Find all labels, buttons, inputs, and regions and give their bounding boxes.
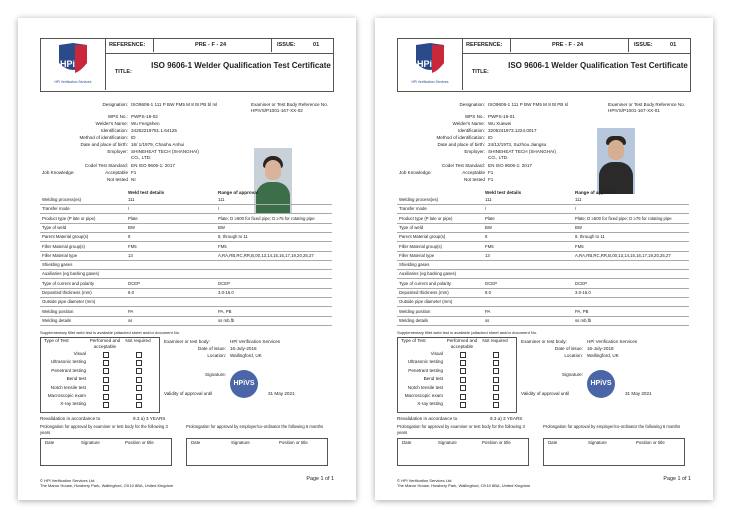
details-cell-range: ss mb,fb (575, 317, 592, 323)
svg-text:HPi: HPi (417, 59, 433, 69)
details-cell-range: BW (575, 224, 582, 230)
details-row-divider (40, 325, 332, 326)
details-cell-test: 111 (485, 197, 492, 202)
details-row-divider (397, 260, 689, 261)
revalidation-value: 9.3 a) 3 YEARS (133, 416, 166, 421)
acceptable-label: Acceptable (105, 170, 128, 175)
issue-value: 01 (313, 42, 320, 48)
details-cell-label: Filler Material type (399, 252, 435, 258)
details-row-divider (40, 232, 332, 233)
welder-name-label: Welder's Name: (452, 121, 485, 126)
examiner-body-value: HPi Verification Services (230, 339, 281, 344)
designation-value: ISO9606-1 111 P BW FM5 M 8 t8 PB sl (488, 102, 568, 107)
details-cell-test: Plate (485, 215, 495, 221)
details-cell-test: PA (485, 308, 491, 314)
details-row-divider (397, 288, 689, 289)
reference-label: REFERENCE: (109, 42, 146, 48)
revalidation-label: Revalidation in accordance to (397, 416, 458, 421)
sig-col-date: Date (45, 440, 55, 445)
details-cell-label: Welding process(es) (399, 197, 439, 202)
details-cell-test: 8 (485, 234, 488, 240)
not-required-checkbox[interactable] (493, 360, 499, 366)
details-row-divider (40, 204, 332, 205)
details-row-divider (397, 251, 689, 252)
not-required-checkbox[interactable] (136, 368, 142, 374)
title-row (462, 53, 690, 91)
details-row-divider (40, 251, 332, 252)
examiner-ref-label: Examiner or Test Body Reference No. (251, 102, 329, 107)
sig-col-signature: Signature (81, 440, 100, 445)
details-cell-label: Product type (P late or pipe) (399, 215, 453, 221)
title-label: TITLE: (115, 69, 132, 75)
tests-header-type: Type of Test (401, 338, 426, 343)
details-cell-test: DCEP (128, 280, 140, 286)
performed-checkbox[interactable] (460, 368, 466, 374)
details-cell-label: Welding process(es) (42, 197, 82, 202)
header-row (105, 39, 333, 54)
reference-label: REFERENCE: (466, 42, 503, 48)
job-knowledge-label: Job Knowledge: (42, 170, 75, 175)
test-type-label: X-ray testing (417, 401, 443, 407)
footer-company: © HPi Verification Services Ltd. (40, 478, 96, 483)
not-required-checkbox[interactable] (493, 394, 499, 400)
performed-checkbox[interactable] (103, 377, 109, 383)
welder-name-value: Wu Fengshen (131, 121, 160, 126)
details-cell-label: Outside pipe diameter (mm) (399, 299, 453, 305)
details-cell-test: DCEP (485, 280, 497, 286)
certificate-title: ISO 9606-1 Welder Qualification Test Certificate (508, 61, 688, 70)
signature-label: Signature: (562, 372, 583, 377)
prolongation-employer-note: Prolongation for approval by employer/co-ordinator the following 6 months (186, 424, 324, 429)
designation-value: ISO9606-1 111 P BW FM5 M 8 t8 PB bl ml (131, 102, 218, 107)
not-required-checkbox[interactable] (136, 394, 142, 400)
details-cell-test: 8.0 (485, 290, 491, 295)
details-cell-test: 8.0 (128, 290, 134, 295)
details-row-divider (40, 241, 332, 242)
hpivs-logo-icon (55, 43, 91, 77)
validity-value: 31 May 2021 (268, 391, 295, 396)
certificate-sheet-left (18, 18, 356, 500)
not-required-checkbox[interactable] (136, 402, 142, 408)
not-required-checkbox[interactable] (136, 352, 142, 358)
prolongation-examiner-note: Prolongation for approval by examiner or test body for the following 3 years (397, 424, 525, 435)
location-value: Wallingford, UK (587, 353, 619, 358)
issue-value: 01 (670, 42, 677, 48)
not-required-checkbox[interactable] (493, 402, 499, 408)
revalidation-label: Revalidation in accordance to (40, 416, 101, 421)
sig-col-signature: Signature (588, 440, 607, 445)
wps-label: WPS No.: (107, 114, 128, 119)
details-cell-range: Plate; D ≥500 for fixed pipe; D ≥75 for rotating pipe (575, 215, 672, 221)
details-row-divider (40, 306, 332, 307)
footer (397, 478, 689, 488)
test-type-label: Notch tensile test (407, 384, 443, 390)
test-type-label: Penetrant testing (51, 367, 86, 373)
examiner-body-value: HPi Verification Services (587, 339, 638, 344)
signature-table-employer (186, 438, 328, 466)
footer-company: © HPi Verification Services Ltd. (397, 478, 453, 483)
footer (40, 478, 332, 488)
details-cell-range: BW (218, 224, 225, 230)
examiner-ref-value: HPIVS/P1001-167-XX-02 (251, 108, 303, 113)
details-row-divider (397, 213, 689, 214)
examiner-body-label: Examiner or test body: (521, 339, 567, 344)
tests-header-not-required: Not required (482, 338, 508, 343)
details-row-divider (40, 288, 332, 289)
page-number: Page 1 of 1 (306, 476, 334, 482)
hpivs-logo-icon (412, 43, 448, 77)
hpivs-seal-stamp (587, 370, 615, 398)
details-row-divider (397, 278, 689, 279)
page-number: Page 1 of 1 (663, 476, 691, 482)
test-type-label: Bend test (423, 376, 443, 382)
test-type-label: X-ray testing (60, 401, 86, 407)
details-row-divider (40, 278, 332, 279)
details-row-divider (397, 316, 689, 317)
date-of-issue-value: 16-July-2018 (230, 346, 257, 351)
performed-checkbox[interactable] (460, 394, 466, 400)
test-type-label: Notch tensile test (50, 384, 86, 390)
not-required-checkbox[interactable] (493, 352, 499, 358)
details-cell-test: ss (485, 317, 490, 323)
not-tested-label: Not tested (107, 177, 128, 182)
details-cell-label: Welding position (399, 308, 431, 314)
prolongation-examiner-note: Prolongation for approval by examiner or test body for the following 3 years (40, 424, 168, 435)
details-row-divider (397, 232, 689, 233)
supplementary-note: Supplementary fillet weld test is available (attached sheet and/or document No. (40, 330, 181, 335)
identification-value: 3205241973.1224.0017 (488, 128, 537, 133)
details-header-test: Weld test details (128, 190, 165, 195)
performed-checkbox[interactable] (460, 402, 466, 408)
title-label: TITLE: (472, 69, 489, 75)
not-required-checkbox[interactable] (136, 377, 142, 383)
method-value: ID (131, 135, 136, 140)
details-cell-test: / (485, 206, 487, 212)
acceptable-label: Acceptable (462, 170, 485, 175)
performed-checkbox[interactable] (103, 352, 109, 358)
examiner-ref-value: HPIVS/P1001-167-XX-01 (608, 108, 660, 113)
employer-value: SHINEHEAT TECH (SHANGHAI) CO., LTD. (131, 149, 199, 160)
header-table (397, 38, 691, 92)
details-cell-range: A,RA,RB,RC,RR,B,00,13,14,15,16,17,19,20,25,27 (575, 252, 671, 258)
footer-address: The Manor House, Howbery Park, Wallingford, OX10 8BA, United Kingdom (40, 483, 174, 488)
details-cell-range: DCEP (575, 280, 587, 286)
identification-label: Identification: (100, 128, 128, 133)
details-cell-label: Type of weld (399, 224, 424, 230)
performed-checkbox[interactable] (460, 352, 466, 358)
tests-header-performed: Performed and acceptable (89, 338, 121, 349)
code-label: Code/ Test Standard: (84, 163, 128, 168)
not-required-checkbox[interactable] (493, 368, 499, 374)
details-cell-label: Product type (P late or pipe) (42, 215, 96, 221)
validity-label: Validity of approval until (164, 391, 213, 396)
signature-table-employer (543, 438, 685, 466)
test-type-label: Macroscopic exam (47, 393, 86, 398)
details-row-divider (40, 260, 332, 261)
details-cell-range: / (218, 206, 220, 212)
location-value: Wallingford, UK (230, 353, 262, 358)
details-cell-label: Welding position (42, 308, 74, 314)
reference-value: PRE - F - 24 (552, 42, 584, 48)
footer-address: The Manor House, Howbery Park, Wallingford, OX10 8BA, United Kingdom (397, 483, 531, 488)
designation-label: Designation: (459, 102, 485, 107)
details-cell-test: / (128, 206, 130, 212)
dob-value: 16/ 1/1979, Chaohu Anhui (131, 142, 185, 147)
details-cell-range: Plate; D ≥500 for fixed pipe; D ≥75 for rotating pipe (218, 215, 315, 221)
welder-photo (597, 128, 635, 194)
employer-label: Employer: (107, 149, 128, 154)
supplementary-note: Supplementary fillet weld test is available (attached sheet and/or document No. (397, 330, 538, 335)
tests-header-performed: Performed and acceptable (446, 338, 478, 349)
details-cell-range: FM5 (218, 243, 227, 249)
hpivs-logo (398, 39, 463, 90)
sig-col-date: Date (548, 440, 558, 445)
details-row-divider (397, 297, 689, 298)
details-cell-range: ss mb,fb (218, 317, 235, 323)
sig-col-position: Position or title (482, 440, 511, 445)
logo-caption: HPi Verification Services (54, 80, 92, 84)
details-row-divider (397, 204, 689, 205)
details-cell-test: 13 (485, 252, 490, 258)
header-table (40, 38, 334, 92)
details-header-test: Weld test details (485, 190, 522, 195)
validity-label: Validity of approval until (521, 391, 570, 396)
signature-label: Signature: (205, 372, 226, 377)
method-label: Method of identification: (436, 135, 485, 140)
not-tested-value: NI (131, 177, 136, 182)
test-type-label: Ultrasonic testing (407, 359, 443, 365)
details-cell-test: 13 (128, 252, 133, 258)
details-header-range: Range of approval (575, 190, 616, 195)
performed-checkbox[interactable] (460, 360, 466, 366)
signature-table-examiner (40, 438, 172, 466)
details-cell-label: Shielding gases (399, 262, 430, 268)
details-cell-test: Plate (128, 215, 138, 221)
details-cell-test: ss (128, 317, 133, 323)
date-of-issue-label: Date of issue: (554, 346, 583, 351)
details-row-divider (397, 269, 689, 270)
details-cell-label: Deposited thickness (mm) (42, 290, 92, 295)
signature-table-examiner (397, 438, 529, 466)
location-label: Location: (207, 353, 226, 358)
details-cell-label: Type of current and polarity (42, 280, 95, 286)
details-header-range: Range of approval (218, 190, 259, 195)
details-row-divider (397, 241, 689, 242)
certificate-title: ISO 9606-1 Welder Qualification Test Certificate (151, 61, 331, 70)
details-row-divider (40, 269, 332, 270)
welder-name-value: Wu Xuewei (488, 121, 512, 126)
not-required-checkbox[interactable] (136, 360, 142, 366)
details-cell-test: BW (128, 224, 135, 230)
details-row-divider (397, 325, 689, 326)
performed-checkbox[interactable] (460, 385, 466, 391)
examiner-ref-label: Examiner or Test Body Reference No. (608, 102, 686, 107)
details-cell-range: 3.0-16.0 (218, 290, 234, 295)
details-cell-label: Outside pipe diameter (mm) (42, 299, 96, 305)
details-cell-label: Transfer mode (42, 206, 70, 212)
issue-label: ISSUE: (634, 42, 653, 48)
identification-value: 34262219781.1.64125 (131, 128, 177, 133)
sig-col-position: Position or title (279, 440, 308, 445)
details-cell-label: Parent Material group(s) (399, 234, 446, 240)
validity-value: 31 May 2021 (625, 391, 652, 396)
details-cell-range: PA, PB (218, 308, 232, 314)
details-cell-test: FM5 (128, 243, 137, 249)
test-type-label: Ultrasonic testing (50, 359, 86, 365)
hpivs-logo (41, 39, 106, 90)
details-cell-label: Type of weld (42, 224, 67, 230)
details-cell-label: Welding details (42, 317, 72, 323)
certificate-sheet-right (375, 18, 713, 500)
location-label: Location: (564, 353, 583, 358)
details-cell-range: 111 (575, 197, 582, 202)
details-cell-label: Auxiliaries (eg backing gases) (399, 271, 457, 277)
details-cell-range: FM5 (575, 243, 584, 249)
details-cell-label: Shielding gases (42, 262, 73, 268)
wps-label: WPS No.: (464, 114, 485, 119)
seal-text: HPiVS (233, 380, 255, 387)
details-row-divider (397, 223, 689, 224)
test-type-label: Penetrant testing (408, 367, 443, 373)
details-cell-label: Parent Material group(s) (42, 234, 89, 240)
code-label: Code/ Test Standard: (441, 163, 485, 168)
details-cell-label: Auxiliaries (eg backing gases) (42, 271, 100, 277)
employer-value: SHINEHEAT TECH (SHANGHAI) CO., LTD. (488, 149, 556, 160)
designation-label: Designation: (102, 102, 128, 107)
photo-shirt (256, 182, 290, 214)
sig-col-signature: Signature (438, 440, 457, 445)
wps-value: PWPS-18-01 (488, 114, 515, 119)
identification-label: Identification: (457, 128, 485, 133)
details-cell-range: / (575, 206, 577, 212)
details-cell-label: Filler Material group(s) (399, 243, 442, 249)
performed-checkbox[interactable] (103, 394, 109, 400)
details-row-divider (397, 306, 689, 307)
details-cell-range: 3.0-16.0 (575, 290, 591, 295)
seal-text: HPiVS (590, 380, 612, 387)
details-cell-label: Deposited thickness (mm) (399, 290, 449, 295)
date-of-issue-value: 16-July-2018 (587, 346, 614, 351)
details-cell-label: Filler Material group(s) (42, 243, 85, 249)
job-knowledge-label: Job Knowledge: (399, 170, 432, 175)
details-row-divider (40, 316, 332, 317)
performed-checkbox[interactable] (103, 385, 109, 391)
test-type-label: Bend test (66, 376, 86, 382)
details-cell-range: 111 (218, 197, 225, 202)
tests-header-not-required: Not required (125, 338, 151, 343)
details-cell-range: DCEP (218, 280, 230, 286)
details-cell-test: PA (128, 308, 134, 314)
sig-col-position: Position or title (125, 440, 154, 445)
sig-col-date: Date (402, 440, 412, 445)
details-row-divider (40, 213, 332, 214)
tests-header-type: Type of Test (44, 338, 69, 343)
method-value: ID (488, 135, 493, 140)
dob-label: Date and place of birth: (437, 142, 485, 147)
method-label: Method of identification: (79, 135, 128, 140)
details-cell-range: 8, through to 11 (218, 234, 248, 240)
details-cell-label: Type of current and polarity (399, 280, 452, 286)
sig-col-signature: Signature (231, 440, 250, 445)
wps-value: PWPS-18-02 (131, 114, 158, 119)
test-type-label: Visual (73, 351, 86, 356)
welder-name-label: Welder's Name: (95, 121, 128, 126)
not-required-checkbox[interactable] (136, 385, 142, 391)
details-cell-label: Transfer mode (399, 206, 427, 212)
performed-checkbox[interactable] (103, 402, 109, 408)
examiner-body-label: Examiner or test body: (164, 339, 210, 344)
details-cell-range: 8, through to 11 (575, 234, 605, 240)
details-cell-range: A,RA,RB,RC,RR,B,00,13,14,15,16,17,19,20,25,27 (218, 252, 314, 258)
details-row-divider (40, 223, 332, 224)
title-row (105, 53, 333, 91)
details-cell-label: Welding details (399, 317, 429, 323)
sig-col-position: Position or title (636, 440, 665, 445)
details-cell-test: 8 (128, 234, 131, 240)
svg-text:HPi: HPi (60, 59, 76, 69)
details-cell-test: BW (485, 224, 492, 230)
logo-caption: HPi Verification Services (411, 80, 449, 84)
test-type-label: Visual (430, 351, 443, 356)
performed-checkbox[interactable] (460, 377, 466, 383)
code-value: EN ISO 9606-1: 2017 (131, 163, 175, 168)
code-value: EN ISO 9606-1: 2017 (488, 163, 532, 168)
date-of-issue-label: Date of issue: (197, 346, 226, 351)
issue-label: ISSUE: (277, 42, 296, 48)
details-row-divider (40, 297, 332, 298)
not-required-checkbox[interactable] (493, 377, 499, 383)
dob-value: 24/12/1973, Suzhou Jiangsu (488, 142, 547, 147)
hpivs-seal-stamp (230, 370, 258, 398)
not-required-checkbox[interactable] (493, 385, 499, 391)
details-cell-label: Filler Material type (42, 252, 78, 258)
prolongation-employer-note: Prolongation for approval by employer/co-ordinator the following 6 months (543, 424, 681, 429)
reference-value: PRE - F - 24 (195, 42, 227, 48)
not-tested-value: F1 (488, 177, 494, 182)
acceptable-value: F1 (131, 170, 137, 175)
performed-checkbox[interactable] (103, 368, 109, 374)
revalidation-value: 9.3 a) 3 YEARS (490, 416, 523, 421)
header-row (462, 39, 690, 54)
employer-label: Employer: (464, 149, 485, 154)
details-cell-test: FM5 (485, 243, 494, 249)
details-cell-range: PA, PB (575, 308, 589, 314)
dob-label: Date and place of birth: (80, 142, 128, 147)
test-type-label: Macroscopic exam (404, 393, 443, 398)
performed-checkbox[interactable] (103, 360, 109, 366)
not-tested-label: Not tested (464, 177, 485, 182)
acceptable-value: F1 (488, 170, 494, 175)
details-cell-test: 111 (128, 197, 135, 202)
sig-col-date: Date (191, 440, 201, 445)
